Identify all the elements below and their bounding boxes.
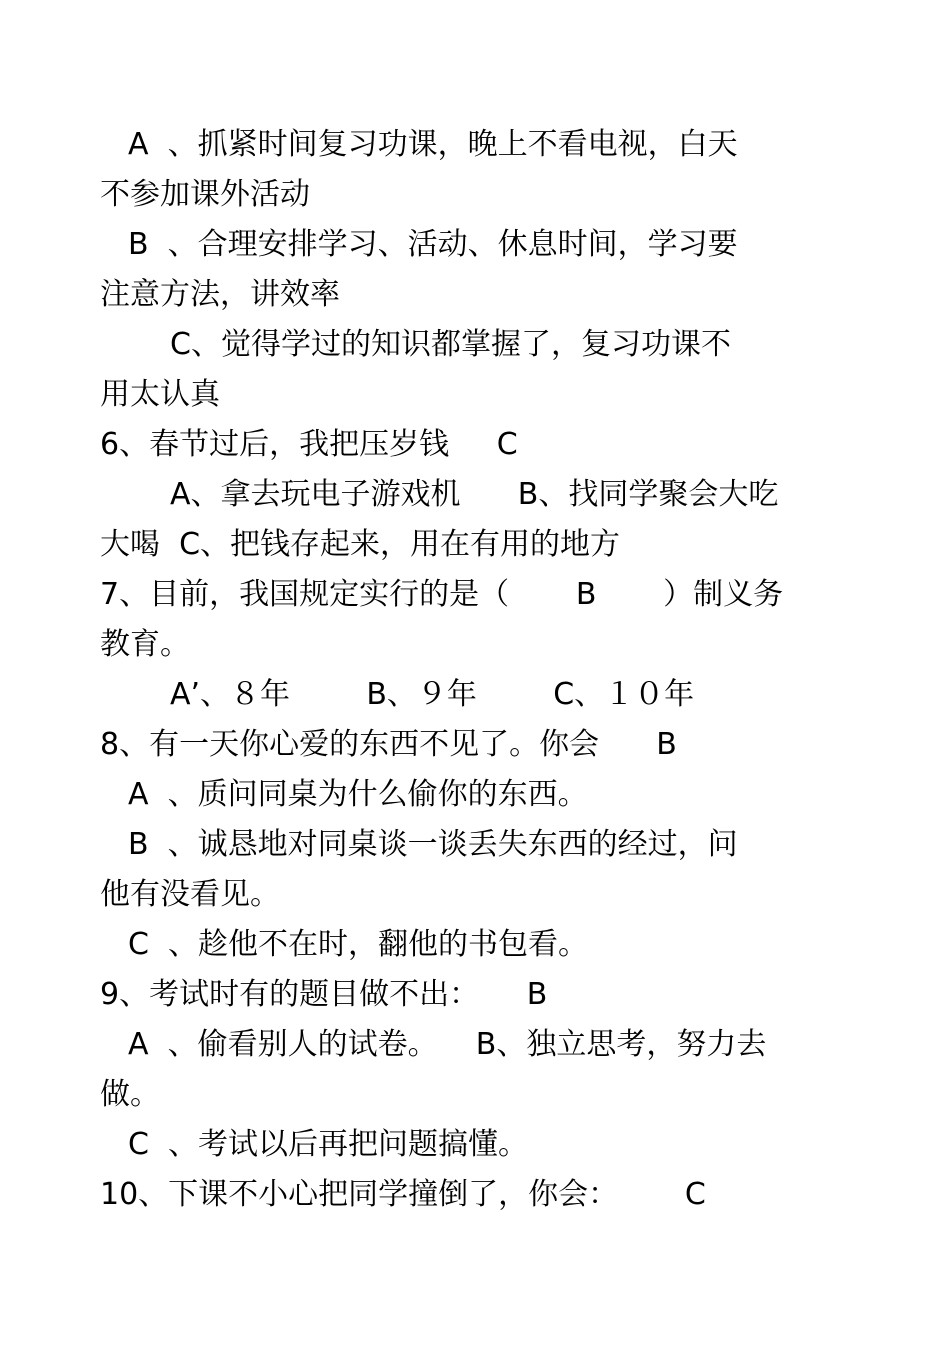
option-line: C、觉得学过的知识都掌握了，复习功课不 — [170, 327, 731, 362]
text-line: 大喝 C、把钱存起来，用在有用的地方 — [100, 527, 621, 562]
text-line: 做。 — [100, 1077, 160, 1112]
option-line: A 、质问同桌为什么偷你的东西。 — [128, 777, 588, 812]
question-line: 10、下课不小心把同学撞倒了，你会： C — [100, 1177, 706, 1212]
question-line: 6、春节过后，我把压岁钱 C — [100, 427, 518, 462]
text-line: 用太认真 — [100, 377, 220, 412]
option-line: B 、诚恳地对同桌谈一谈丢失东西的经过，问 — [128, 827, 738, 862]
question-line: 8、有一天你心爱的东西不见了。你会 B — [100, 727, 677, 762]
text-line: 教育。 — [100, 627, 190, 662]
option-line: A 、偷看别人的试卷。 B、独立思考，努力去 — [128, 1027, 767, 1062]
option-line: A、拿去玩电子游戏机 B、找同学聚会大吃 — [170, 477, 779, 512]
question-line: 9、考试时有的题目做不出： B — [100, 977, 548, 1012]
option-line: C 、考试以后再把问题搞懂。 — [128, 1127, 529, 1162]
text-line: 不参加课外活动 — [100, 177, 310, 212]
text-line: 注意方法，讲效率 — [100, 277, 340, 312]
text-line: 他有没看见。 — [100, 877, 280, 912]
question-line: 7、目前，我国规定实行的是（ B ）制义务 — [100, 577, 784, 612]
option-line: C 、趁他不在时，翻他的书包看。 — [128, 927, 589, 962]
option-line: A 、抓紧时间复习功课，晚上不看电视，白天 — [128, 127, 738, 162]
option-line: B 、合理安排学习、活动、休息时间，学习要 — [128, 227, 738, 262]
option-line: A’、８年 B、９年 C、１０年 — [170, 677, 695, 712]
